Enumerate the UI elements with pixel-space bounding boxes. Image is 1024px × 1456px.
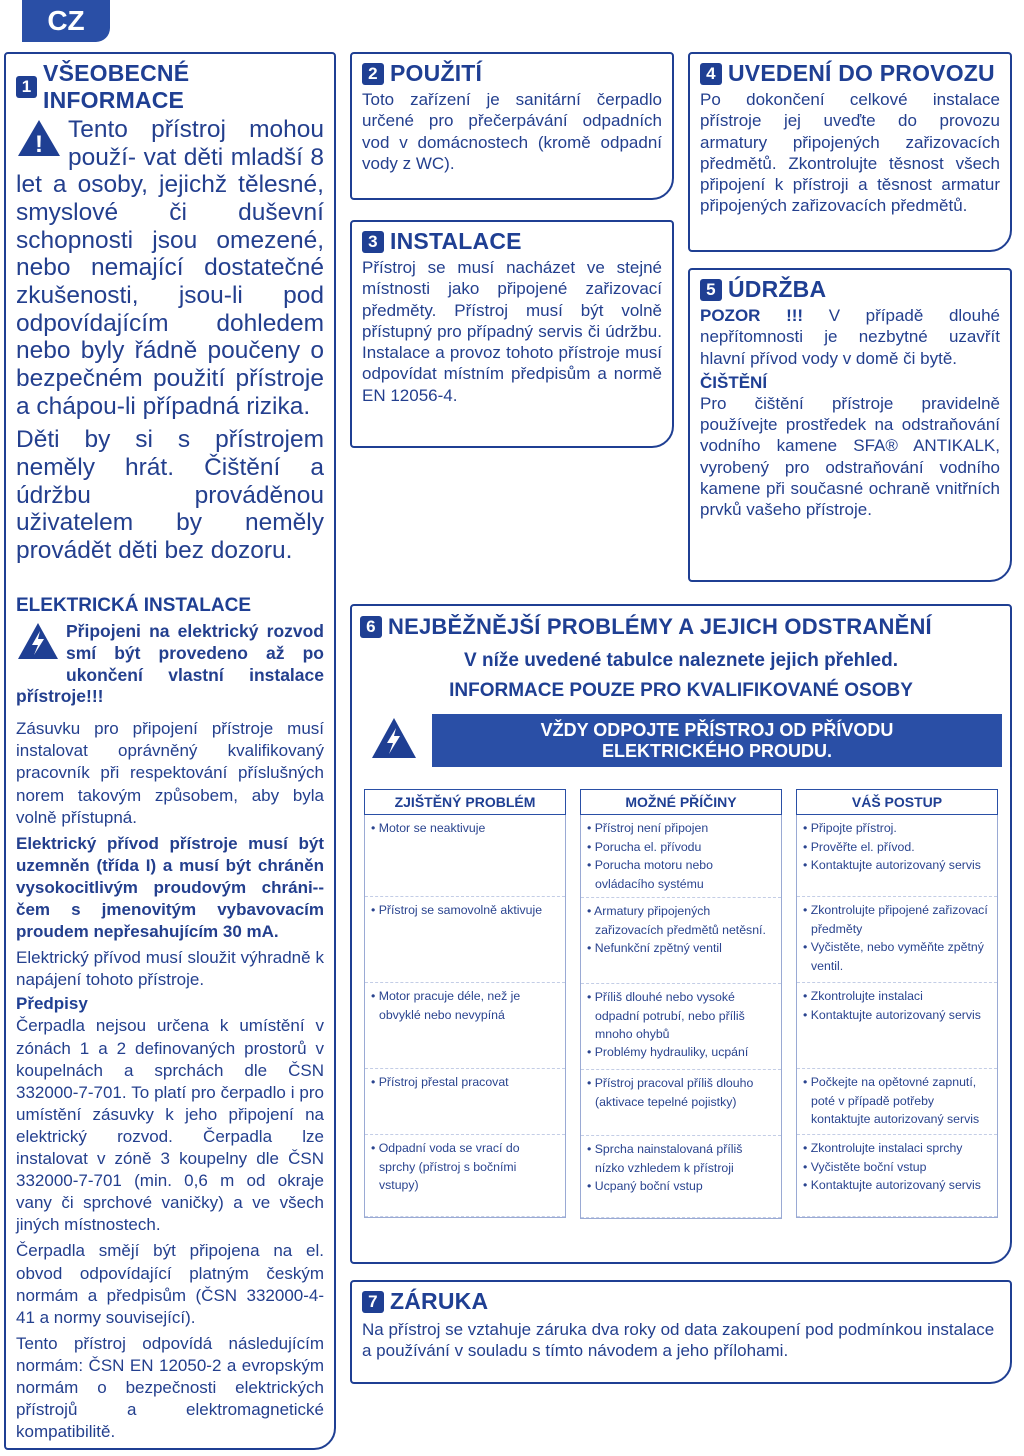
table-cell xyxy=(365,897,565,983)
section-usage xyxy=(350,52,674,200)
electric-warning xyxy=(16,621,324,709)
electric-warning-icon xyxy=(16,621,60,667)
list-item: • Motor se neaktivuje xyxy=(371,821,486,836)
table-cell xyxy=(365,815,565,897)
electric-install-title: ELEKTRICKÁ INSTALACE xyxy=(16,594,252,616)
list-item: • Odpadní voda se vrací do sprchy (přístroj s bočními vstupy) xyxy=(371,1141,520,1193)
list-item: • Vyčistěte boční vstup xyxy=(803,1159,927,1174)
table-cell xyxy=(797,1069,997,1135)
table-cell xyxy=(365,1135,565,1217)
paragraph-supply: Elektrický přívod musí sloužit výhradně k napájení tohoto přístroje. xyxy=(16,948,324,990)
column-body xyxy=(796,815,998,1218)
installation-text: Přístroj se musí nacházet ve stejné místnosti jako připojené zařizovací předměty. Přístroj musí být volně přístupný pro případný servis či údržbu. Instalace a provoz tohoto přístroje musí odpovídat místním předpisům a normě EN 12056-4. xyxy=(362,258,662,405)
warning-paragraph xyxy=(16,116,324,420)
table-cell xyxy=(365,1069,565,1135)
list-item: • Zkontrolujte instalaci xyxy=(803,989,923,1004)
children-paragraph: Děti by si s přístrojem neměly hrát. Čištění a údržbu prováděnou uživatelem by neměly provádět děti bez dozoru. xyxy=(16,426,324,565)
table-subtitle: V níže uvedené tabulce naleznete jejich přehled. xyxy=(464,650,898,671)
svg-text:!: ! xyxy=(35,131,43,158)
section-title: NEJBĚŽNĚJŠÍ PROBLÉMY A JEJICH ODSTRANĚNÍ xyxy=(388,614,932,639)
list-item: • Počkejte na opětovné zapnutí, poté v případě potřeby kontaktujte autorizovaný servis xyxy=(803,1075,980,1127)
electric-warning-icon xyxy=(370,716,418,765)
maintenance-warning xyxy=(700,305,1000,369)
section-5-heading xyxy=(700,276,1000,303)
list-item: • Armatury připojených zařizovacích předmětů netěsní. xyxy=(587,904,766,937)
section-number: 5 xyxy=(700,279,722,301)
language-tab: CZ xyxy=(22,0,110,42)
section-troubleshooting xyxy=(350,604,1012,1264)
section-number: 2 xyxy=(362,63,384,85)
paragraph-circuit: Čerpadla smějí být připojena na el. obvod odpovídající platným českým normám a předpisům (ČSN 332000-4-41 a normy související). xyxy=(16,1241,324,1327)
table-cell xyxy=(797,897,997,983)
table-cell xyxy=(581,1070,781,1136)
list-item: • Přístroj přestal pracovat xyxy=(371,1075,509,1090)
list-item: • Přístroj není připojen xyxy=(587,821,709,836)
causes-column xyxy=(580,789,782,1219)
cleaning-title: ČIŠTĚNÍ xyxy=(700,372,768,392)
section-commissioning xyxy=(688,52,1012,252)
pozor-label: POZOR !!! xyxy=(700,306,804,325)
problems-table xyxy=(360,789,1002,1219)
list-item: • Vyčistěte, nebo vyměňte zpětný ventil. xyxy=(803,940,984,973)
table-cell xyxy=(581,984,781,1070)
section-number: 6 xyxy=(360,616,382,638)
section-installation xyxy=(350,220,674,448)
column-header: VÁŠ POSTUP xyxy=(796,789,998,815)
table-cell xyxy=(797,983,997,1069)
actions-column xyxy=(796,789,998,1219)
list-item: • Přístroj se samovolně aktivuje xyxy=(371,903,543,918)
list-item: • Kontaktujte autorizovaný servis xyxy=(803,858,981,873)
table-cell xyxy=(797,815,997,897)
list-item: • Připojte přístroj. xyxy=(803,821,897,836)
list-item: • Kontaktujte autorizovaný servis xyxy=(803,1007,981,1022)
pozor-text: V případě dlouhé nepřítomnosti je nezbytné uzavřít hlavní přívod vody v domě či bytě. xyxy=(700,306,1000,368)
problem-column xyxy=(364,789,566,1219)
qualified-notice: INFORMACE POUZE PRO KVALIFIKOVANÉ OSOBY xyxy=(449,680,913,701)
section-1-heading xyxy=(16,60,324,114)
list-item: • Prověřte el. přívod. xyxy=(803,839,915,854)
section-2-heading xyxy=(362,60,662,87)
list-item: • Zkontrolujte instalaci sprchy xyxy=(803,1141,963,1156)
commissioning-text: Po dokončení celkové instalace přístroje jej uveďte do provozu armatury připojených zařizovacích předmětů. Zkontrolujte těsnost všech připojení k přístroji a těsnost armatur připojených zařizovacích předmětů. xyxy=(700,90,1000,216)
regulations-title: Předpisy xyxy=(16,994,88,1014)
warning-triangle-icon xyxy=(16,118,62,165)
list-item: • Porucha el. přívodu xyxy=(587,839,702,854)
list-item: • Kontaktujte autorizovaný servis xyxy=(803,1178,981,1193)
column-body xyxy=(580,815,782,1219)
section-maintenance xyxy=(688,268,1012,582)
list-item: • Motor pracuje déle, než je obvyklé nebo nevypíná xyxy=(371,989,521,1022)
section-number: 4 xyxy=(700,63,722,85)
section-6-heading xyxy=(360,614,1002,640)
section-title: POUŽITÍ xyxy=(390,60,483,86)
section-title: ZÁRUKA xyxy=(390,1288,489,1314)
section-3-heading xyxy=(362,228,662,255)
list-item: • Nefunkční zpětný ventil xyxy=(587,941,722,955)
table-cell xyxy=(581,815,781,898)
paragraph-socket: Zásuvku pro připojení přístroje musí instalovat oprávněný kvalifikovaný pracovník při respektování příslušných norem takovým způsobem, aby byla volně přístupná. xyxy=(16,719,324,827)
section-general-info xyxy=(4,52,336,1450)
section-title: UVEDENÍ DO PROVOZU xyxy=(728,60,995,86)
paragraph-grounding: Elektrický přívod přístroje musí být uzemněn (třída I) a musí být chráněn vysokocitlivým proudovým chráni--čem s jmenovitým vybavovacím proudem nepřesahujícím 30 mA. xyxy=(16,833,324,942)
section-warranty xyxy=(350,1280,1012,1384)
column-header: ZJIŠTĚNÝ PROBLÉM xyxy=(364,789,566,815)
paragraph-norms: Tento přístroj odpovídá následujícím normám: ČSN EN 12050-2 a evropským normám o bezpečnosti elektrických přístrojů a elektromagnetické kompatibilitě. xyxy=(16,1333,324,1442)
table-cell xyxy=(365,983,565,1069)
section-7-heading xyxy=(362,1288,1000,1315)
list-item: • Ucpaný boční vstup xyxy=(587,1179,703,1193)
column-body xyxy=(364,815,566,1218)
section-number: 3 xyxy=(362,231,384,253)
table-cell xyxy=(797,1135,997,1217)
section-title: ÚDRŽBA xyxy=(728,276,827,302)
section-title: VŠEOBECNÉ INFORMACE xyxy=(43,60,190,113)
electric-warning-text: Připojeni na elektrický rozvod smí být provedeno až po ukončení vlastní instalace přístroje!!! xyxy=(16,620,324,707)
section-4-heading xyxy=(700,60,1000,87)
table-cell xyxy=(581,1136,781,1218)
warranty-text: Na přístroj se vztahuje záruka dva roky od data zakoupení pod podmínkou instalace a používání v souladu s tímto návodem a jeho přílohami. xyxy=(362,1320,995,1361)
section-number: 1 xyxy=(16,76,37,98)
table-cell xyxy=(581,898,781,984)
disconnect-banner: VŽDY ODPOJTE PŘÍSTROJ OD PŘÍVODU ELEKTRICKÉHO PROUDU. xyxy=(432,714,1002,767)
usage-text: Toto zařízení je sanitární čerpadlo určené pro přečerpávání odpadních vod v domácnostech (kromě odpadní vody z WC). xyxy=(362,90,662,173)
list-item: • Příliš dlouhé nebo vysoké odpadní potrubí, nebo příliš mnoho ohybů xyxy=(587,990,745,1041)
cleaning-text: Pro čištění přístroje pravidelně používejte prostředek na odstraňování vodního kamene SFA® ANTIKALK, vyrobený pro odstraňování vodního kamene při současné ochraně vnitřních prvků vašeho přístroje. xyxy=(700,393,1000,519)
list-item: • Problémy hydrauliky, ucpání xyxy=(587,1045,749,1060)
disconnect-banner-row xyxy=(360,714,1002,767)
paragraph-zones: Čerpadla nejsou určena k umístění v zónách 1 a 2 definovaných prostorů v koupelnách a sprchách dle ČSN 332000-7-701. To platí pro čerpadlo i pro umístění zásuvky k jeho připojení na elektrický rozvod. Čerpadla lze instalovat v zóně 3 koupelny dle ČSN 332000-7-701 (min. 0,6 m od okraje vany či sprchové vaničky) a ve všech jiných místnostech. xyxy=(16,1016,324,1235)
section-title: INSTALACE xyxy=(390,228,522,254)
section-number: 7 xyxy=(362,1291,384,1313)
column-header: MOŽNÉ PŘÍČINY xyxy=(580,789,782,815)
list-item: • Zkontrolujte připojené zařizovací předměty xyxy=(803,903,988,936)
list-item: • Porucha motoru nebo ovládacího systému xyxy=(587,858,713,891)
warning-text: Tento přístroj mohou použí- vat děti mladší 8 let a osoby, jejichž tělesné, smyslové či duševní schopnosti jsou omezené, nebo nemající dostatečné zkušenosti, jsou-li pod odpovídajícím dohledem nebo byly řádně poučeny o bezpečném použití přístroje a chápou-li případná rizika. xyxy=(16,116,324,420)
list-item: • Sprcha nainstalovaná příliš nízko vzhledem k přístroji xyxy=(587,1142,743,1175)
list-item: • Přístroj pracoval příliš dlouho (aktivace tepelné pojistky) xyxy=(587,1076,754,1109)
